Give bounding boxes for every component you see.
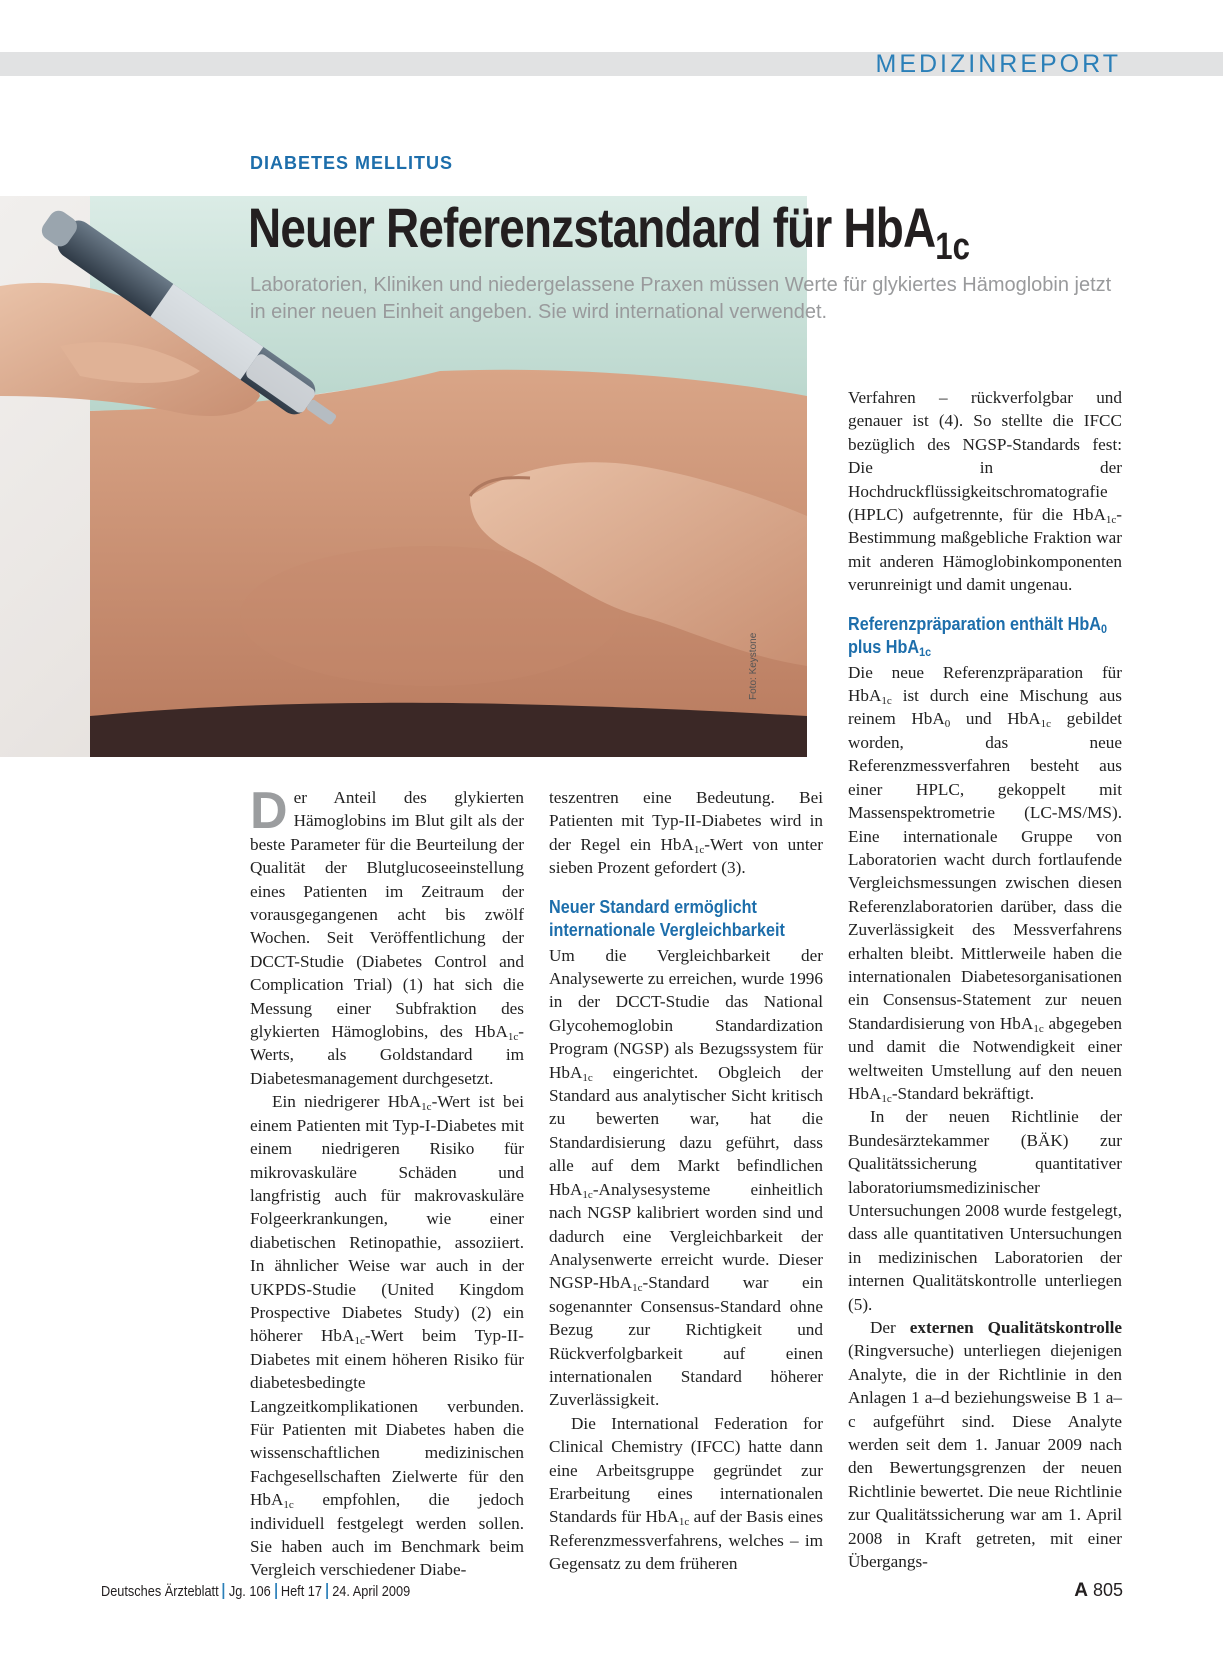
paragraph: In der neuen Richtlinie der Bundesärztekammer (BÄK) zur Qualitätssicherung quantitativer laboratoriumsmedizinischer Untersuchungen 2008 wurde festgelegt, dass alle quantitativen Untersuchungen in medizinischen Laboratorien der internen Qualitätskontrolle unterliegen (5). (848, 1107, 1122, 1314)
subscript: 1c (507, 1031, 519, 1044)
journal-date: 24. April 2009 (332, 1583, 411, 1600)
subscript: 1c (1033, 1022, 1044, 1035)
text-run: -Wert beim Typ-II-Diabetes mit einem höheren Risiko für diabetesbedingte Langzeitkomplikationen verbunden. Für Patienten mit Diabetes haben die wissenschaftlichen medizinischen Fachgesellschaften Zielwerte für den HbA (250, 1326, 525, 1510)
journal-name: Deutsches Ärzteblatt (101, 1583, 219, 1600)
page-number-value: 805 (1092, 1580, 1123, 1600)
text-run: -Wert ist bei einem Patienten mit Typ-I-Diabetes mit einem niedrigeren Risiko für mikrovaskuläre Schäden und langfristig auch für makrovaskuläre Folgeerkrankungen, wie einer diabetischen Retinopathie, assoziiert. In ähnlicher Weise war auch in der UKPDS-Studie (United Kingdom Prospective Diabetes Study) (2) ein höherer HbA (250, 1092, 524, 1346)
text-run: teszentren eine Bedeutung. Bei Patienten mit Typ-II-Diabetes wird in der Regel ein HbA (549, 788, 823, 854)
text-run: er Anteil des glykierten Hämoglobins im Blut gilt als der beste Parameter für die Beurteilung der Qualität der Blutglucoseeinstellung eines Patienten im Zeitraum der vorausgegangenen acht bis zwölf Wochen. Seit Veröffentlichung der DCCT-Studie (Diabetes Control and Complication Trial) (1) hat sich die Messung einer Subfraktion des glykierten Hämoglobins, des HbA (250, 788, 524, 1042)
text-run: -Standard war ein sogenannter Consensus-Standard ohne Bezug zur Richtigkeit und Rückverfolgbarkeit auf einen internationalen Standard höherer Zuverlässigkeit. (549, 1273, 823, 1410)
paragraph (250, 782, 524, 1090)
subscript: 1c (421, 1101, 432, 1114)
text-run: gebildet worden, das neue Referenzmessverfahren besteht aus einer HPLC, gekoppelt mit Massenspektrometrie (LC-MS/MS). Eine internationale Gruppe von Laboratorien wacht durch fortlaufende Vergleichsmessungen zwischen diesen Referenzlaboratorien darüber, dass die Zuverlässigkeit des Messverfahrens erhalten bleibt. Mittlerweile haben die internationalen Diabetesorganisationen ein Consensus-Statement zur neuen Standardisierung von HbA (848, 709, 1123, 1033)
subscript: 0 (1100, 621, 1107, 636)
subscript: 1c (1040, 718, 1052, 731)
text-run: -Analysesysteme einheitlich nach NGSP kalibriert worden sind und dadurch eine Vergleichbarkeit der Analysenwerte erreicht wurde. Dieser NGSP-HbA (549, 1179, 823, 1293)
paragraph (549, 944, 823, 1412)
paragraph (848, 386, 1122, 597)
text-run: -Wert von unter sieben Prozent gefordert (3). (549, 834, 824, 878)
paragraph (549, 786, 823, 880)
title-subscript: 1c (935, 226, 970, 268)
text-run: und HbA (950, 709, 1041, 729)
paragraph (848, 1316, 1122, 1573)
text-column-1 (250, 782, 525, 1582)
text-run: -Werts, als Goldstandard im Diabetesmanagement durchgesetzt. (250, 1022, 524, 1088)
page-prefix: A (1074, 1580, 1088, 1601)
text-column-2 (549, 786, 823, 1576)
paragraph (848, 661, 1122, 1106)
article-kicker: DIABETES MELLITUS (250, 153, 454, 173)
subheading-standard: Neuer Standard ermöglicht internationale Vergleichbarkeit (549, 896, 785, 940)
journal-issue: Heft 17 (280, 1583, 322, 1600)
subscript: 1c (582, 1188, 593, 1201)
article-lede: Laboratorien, Kliniken und niedergelassene Praxen müssen Werte für glykiertes Hämoglobin jetzt in einer neuen Einheit angeben. Sie wird international verwendet. (250, 274, 1112, 323)
footer-separator (326, 1583, 328, 1599)
text-run: Die International Federation for Clinical Chemistry (IFCC) hatte dann eine Arbeitsgruppe gegründet zur Erarbeitung eines internationalen Standards für HbA (549, 1413, 823, 1527)
title-text: Neuer Referenzstandard für HbA (248, 196, 936, 259)
text-run: Um die Vergleichbarkeit der Analysewerte zu erreichen, wurde 1996 in der DCCT-Studie das National Glycohemoglobin Standardization Program (NGSP) als Bezugssystem für HbA (549, 945, 823, 1082)
section-label: MEDIZINREPORT (875, 50, 1121, 78)
subscript: 1c (919, 644, 932, 659)
subscript: 1c (881, 695, 892, 708)
text-run: auf der Basis eines Referenzmessverfahrens, welches – im Gegensatz zu dem früheren (549, 1507, 824, 1574)
subscript: 1c (693, 843, 705, 856)
subscript: 1c (283, 1499, 294, 1512)
text-run: empfohlen, die jedoch individuell festgelegt werden sollen. Sie haben auch im Benchmark beim Vergleich verschiedener Diabe- (250, 1490, 524, 1580)
photo-credit: Foto: Keystone (748, 632, 759, 700)
text-column-3 (848, 386, 1122, 1574)
subscript: 1c (582, 1071, 593, 1084)
drop-cap: D (250, 782, 288, 840)
text-run: Verfahren – rückverfolgbar und genauer ist (4). So stellte die IFCC bezüglich des NGSP-Standards fest: Die in der Hochdruckflüssigkeitschromatografie (HPLC) aufgetrennte, für die HbA (848, 388, 1122, 525)
text-run: -Standard bekräftigt. (891, 1083, 1035, 1103)
footer-separator (223, 1583, 225, 1599)
paragraph (250, 1090, 524, 1582)
page-number (1074, 1580, 1123, 1602)
footer-separator (275, 1583, 277, 1599)
text-run: Die neue Referenzpräparation für HbA (848, 662, 1122, 706)
text-run: eingerichtet. Obgleich der Standard aus analytischer Sicht kritisch zu bewerten war, hat die Standardisierung dazu geführt, dass alle auf dem Markt befindlichen HbA (549, 1062, 823, 1199)
text-run: abgegeben und damit die Notwendigkeit einer weltweiten Umstellung auf den neuen HbA (848, 1013, 1123, 1103)
text-run: Referenzpräparation enthält HbA (848, 613, 1101, 634)
subheading-reference (848, 613, 1122, 659)
subscript: 1c (881, 1092, 892, 1105)
text-run: plus HbA (848, 636, 920, 657)
footer-citation (101, 1583, 410, 1600)
subscript: 1c (1105, 514, 1117, 527)
subscript: 1c (354, 1335, 365, 1348)
subscript: 1c (632, 1282, 643, 1295)
bold-term: externen Qualitätskontrolle (909, 1318, 1123, 1338)
text-run: Der (870, 1318, 910, 1338)
text-run: ist durch eine Mischung aus reinem HbA (848, 686, 1122, 729)
paragraph (549, 1412, 823, 1576)
article-title (248, 196, 970, 268)
text-run: -Bestimmung maßgebliche Fraktion war mit anderen Hämoglobinkomponenten verunreinigt und damit ungenau. (848, 505, 1122, 595)
text-run: Ein niedrigerer HbA (272, 1092, 422, 1112)
subscript: 0 (944, 718, 951, 731)
subscript: 1c (678, 1516, 690, 1529)
text-run: (Ringversuche) unterliegen diejenigen Analyte, die in der Richtlinie in den Anlagen 1 a–d beziehungsweise B 1 a–c aufgeführt sind. Diese Analyte werden seit dem 1. Januar 2009 nach den Bewertungsgrenzen der neuen Richtlinie bewertet. Die neue Richtlinie zur Qualitätssicherung war am 1. April 2008 in Kraft getreten, mit einer Übergangs- (848, 1341, 1122, 1572)
journal-volume: Jg. 106 (228, 1583, 271, 1600)
